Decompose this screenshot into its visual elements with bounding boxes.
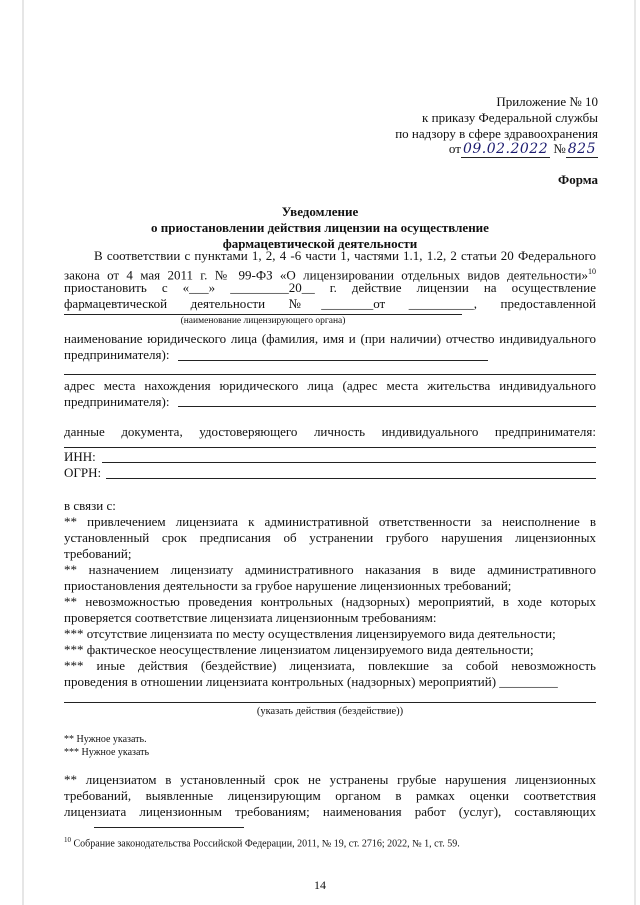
ogrn-label: ОГРН: (64, 465, 102, 480)
reason-3c-line-2: проведения в отношении лицензиата контрольных (надзорных) мероприятий) _________ (64, 674, 558, 689)
scan-edge-right (634, 0, 636, 905)
reason-4-line-2: требований, выявленные лицензирующим органом в рамках оценки соответствия (64, 788, 596, 803)
inn-fill-line (102, 462, 596, 463)
address-fill-line (178, 406, 596, 407)
name-fill-line-2 (64, 374, 596, 375)
footnote-separator (94, 827, 244, 828)
reason-3a: *** отсутствие лицензиата по месту осуществления лицензируемого вида деятельности; (64, 626, 556, 641)
reason-3c-line-1: *** иные действия (бездействие) лицензиата, повлекшие за собой невозможность (64, 658, 596, 673)
handwritten-number: 825 (567, 141, 596, 157)
scan-edge-left (22, 0, 24, 905)
handwritten-date: 09.02.2022 (462, 141, 549, 157)
id-document-fill-line (64, 447, 596, 448)
reason-2-line-1: ** назначением лицензиату административного наказания в виде административного (64, 562, 596, 577)
footnote-text: Собрание законодательства Российской Федерации, 2011, № 19, ст. 2716; 2022, № 1, ст. 59. (73, 838, 460, 850)
p1-line-3: приостановить с «___» _________20__ г. действие лицензии на осуществление (64, 280, 596, 295)
reason-3b: *** фактическое неосуществление лицензиатом лицензируемого вида деятельности; (64, 642, 534, 657)
id-document-line: данные документа, удостоверяющего личность индивидуального предпринимателя: (64, 424, 596, 439)
reason-3-line-1: ** невозможностью проведения контрольных (надзорных) мероприятий, в ходе которых (64, 594, 596, 609)
footnote (64, 834, 460, 850)
p1-line-4: фармацевтической деятельности №________от __________, предоставленной (64, 296, 596, 311)
order-date-number (449, 141, 598, 157)
action-fill-line (64, 702, 596, 703)
reason-1-line-2: установленный срок предписания об устранении грубого нарушения лицензионных (64, 530, 596, 545)
reason-1-line-3: требований; (64, 546, 132, 561)
ogrn-fill-line (106, 478, 596, 479)
name-fill-line (178, 360, 488, 361)
document-title (0, 204, 640, 252)
reason-3-line-2: проверяется соответствие лицензиата лицензионным требованиям: (64, 610, 437, 625)
licensing-body-line (64, 314, 462, 315)
title-line-2: о приостановлении действия лицензии на осуществление (151, 220, 489, 235)
action-caption: (указать действия (бездействие)) (256, 706, 404, 717)
footnote-mark: 10 (64, 836, 71, 844)
number-prefix: № (553, 141, 566, 156)
date-prefix: от (448, 141, 461, 156)
address-line-1: адрес места нахождения юридического лица (адрес места жительства индивидуального (64, 378, 596, 393)
address-line-2: предпринимателя): (64, 394, 170, 409)
reason-4-line-3: лицензиата лицензионным требованиям; наименования работ (услуг), составляющих (64, 804, 596, 819)
name-line-2: предпринимателя): (64, 347, 170, 362)
form-label: Форма (558, 172, 598, 187)
reason-2-line-2: приостановления деятельности за грубое нарушение лицензионных требований; (64, 578, 512, 593)
reason-intro: в связи с: (64, 498, 116, 513)
note-1: ** Нужное указать. (64, 734, 147, 745)
licensing-body-caption: (наименование лицензирующего органа) (180, 316, 346, 326)
p1-line-1: В соответствии с пунктами 1, 2, 4 -6 части 1, частями 1.1, 1.2, 2 статьи 20 Федерального (94, 248, 596, 263)
name-line-1: наименование юридического лица (фамилия, имя и (при наличии) отчество индивидуального (64, 331, 596, 346)
appendix-label: Приложение № 10 (496, 94, 598, 109)
reason-1-line-1: ** привлечением лицензиата к административной ответственности за неисполнение в (64, 514, 596, 529)
reason-4-line-1: ** лицензиатом в установленный срок не устранены грубые нарушения лицензионных (64, 772, 596, 787)
order-line: к приказу Федеральной службы (422, 110, 598, 125)
note-2: *** Нужное указать (64, 747, 150, 758)
title-line-1: Уведомление (281, 204, 359, 219)
inn-label: ИНН: (64, 449, 96, 464)
service-line: по надзору в сфере здравоохранения (395, 126, 598, 141)
page-number: 14 (314, 878, 326, 892)
title-line-3: фармацевтической деятельности (222, 236, 418, 251)
p1-line-2: закона от 4 мая 2011 г. № 99-ФЗ «О лицензировании отдельных видов деятельности»$^{10}$ (64, 267, 596, 283)
